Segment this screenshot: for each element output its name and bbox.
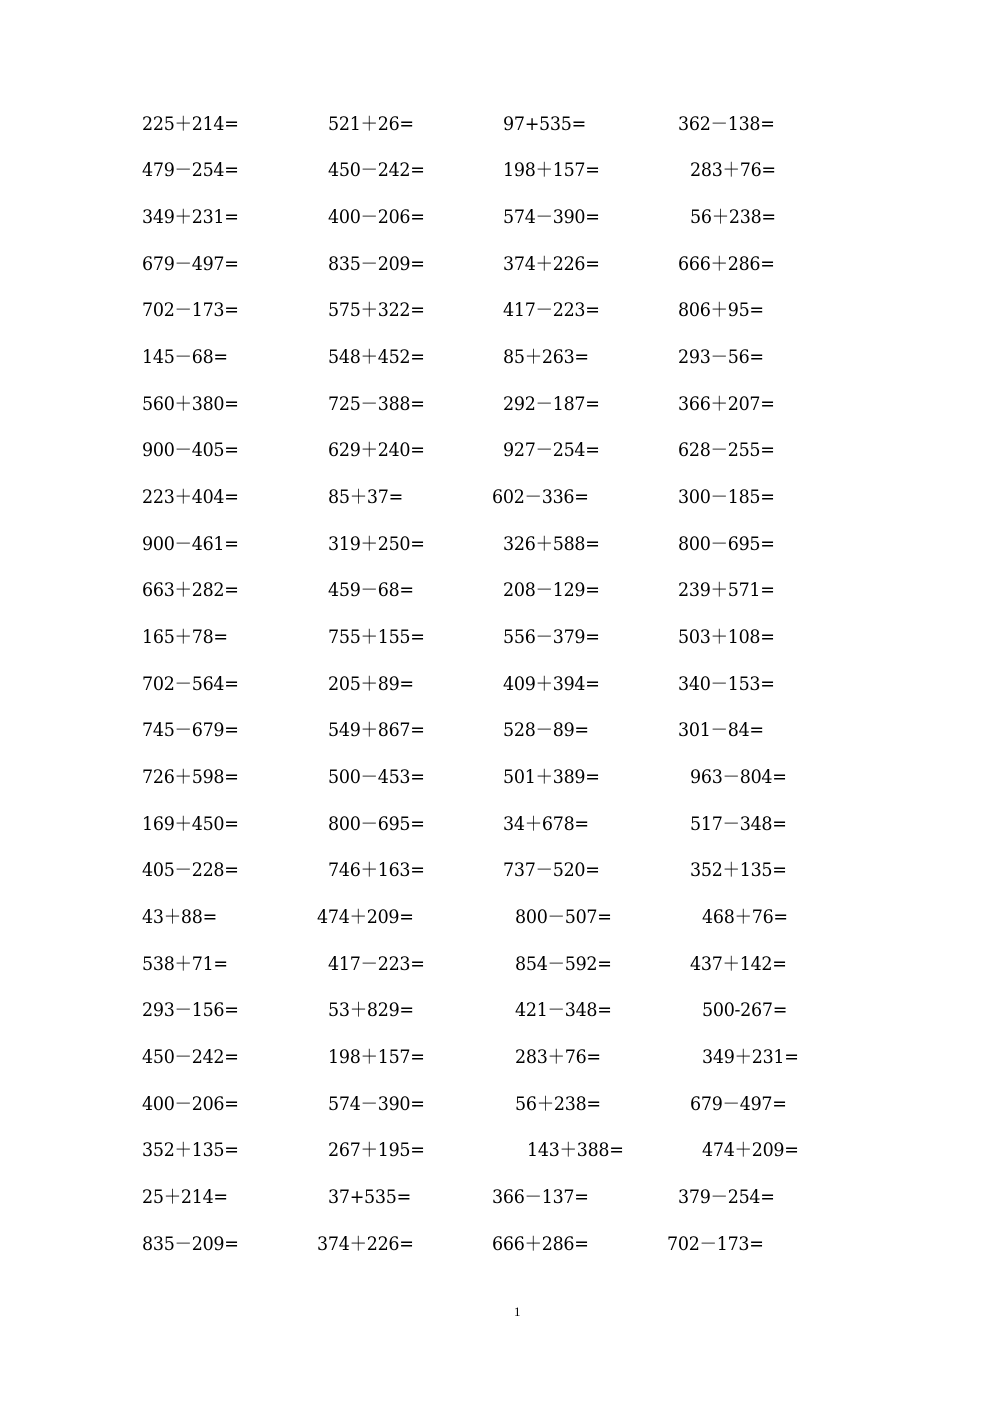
arithmetic-problem: 283＋76= xyxy=(515,1046,601,1068)
arithmetic-problem: 283＋76= xyxy=(690,159,776,181)
arithmetic-problem: 468＋76= xyxy=(702,906,788,928)
arithmetic-problem: 293－156= xyxy=(142,999,239,1021)
arithmetic-problem: 927－254= xyxy=(503,439,600,461)
arithmetic-problem: 417－223= xyxy=(503,299,600,321)
arithmetic-problem: 352＋135= xyxy=(690,859,787,881)
arithmetic-problem: 574－390= xyxy=(503,206,600,228)
arithmetic-problem: 400－206= xyxy=(328,206,425,228)
arithmetic-problem: 300－185= xyxy=(678,486,775,508)
arithmetic-problem: 854－592= xyxy=(515,953,612,975)
arithmetic-problem: 474＋209= xyxy=(317,906,414,928)
arithmetic-problem: 34＋678= xyxy=(503,813,589,835)
arithmetic-problem: 900－461= xyxy=(142,533,239,555)
arithmetic-problem: 326＋588= xyxy=(503,533,600,555)
arithmetic-problem: 575＋322= xyxy=(328,299,425,321)
arithmetic-problem: 165＋78= xyxy=(142,626,228,648)
arithmetic-problem: 53＋829= xyxy=(328,999,414,1021)
arithmetic-problem: 746＋163= xyxy=(328,859,425,881)
arithmetic-problem: 319＋250= xyxy=(328,533,425,555)
arithmetic-problem: 208－129= xyxy=(503,579,600,601)
arithmetic-problem: 666＋286= xyxy=(492,1233,589,1255)
arithmetic-problem: 745－679= xyxy=(142,719,239,741)
arithmetic-problem: 500-267= xyxy=(702,999,788,1021)
arithmetic-problem: 223＋404= xyxy=(142,486,239,508)
arithmetic-problem: 702－173= xyxy=(142,299,239,321)
arithmetic-problem: 450－242= xyxy=(328,159,425,181)
arithmetic-problem: 198＋157= xyxy=(328,1046,425,1068)
arithmetic-problem: 400－206= xyxy=(142,1093,239,1115)
arithmetic-problem: 663＋282= xyxy=(142,579,239,601)
arithmetic-problem: 560＋380= xyxy=(142,393,239,415)
arithmetic-problem: 267＋195= xyxy=(328,1139,425,1161)
arithmetic-problem: 800－507= xyxy=(515,906,612,928)
arithmetic-problem: 56＋238= xyxy=(515,1093,601,1115)
arithmetic-problem: 500－453= xyxy=(328,766,425,788)
arithmetic-problem: 349＋231= xyxy=(142,206,239,228)
arithmetic-problem: 835－209= xyxy=(142,1233,239,1255)
arithmetic-problem: 666＋286= xyxy=(678,253,775,275)
arithmetic-problem: 629＋240= xyxy=(328,439,425,461)
arithmetic-problem: 702－173= xyxy=(667,1233,764,1255)
arithmetic-problem: 501＋389= xyxy=(503,766,600,788)
arithmetic-problem: 292－187= xyxy=(503,393,600,415)
arithmetic-problem: 97+535= xyxy=(503,113,586,135)
arithmetic-problem: 379－254= xyxy=(678,1186,775,1208)
arithmetic-problem: 143＋388= xyxy=(527,1139,624,1161)
arithmetic-problem: 725－388= xyxy=(328,393,425,415)
arithmetic-problem: 198＋157= xyxy=(503,159,600,181)
arithmetic-problem: 205＋89= xyxy=(328,673,414,695)
arithmetic-problem: 521＋26= xyxy=(328,113,414,135)
arithmetic-problem: 56＋238= xyxy=(690,206,776,228)
arithmetic-problem: 25＋214= xyxy=(142,1186,228,1208)
arithmetic-problem: 800－695= xyxy=(328,813,425,835)
arithmetic-problem: 459－68= xyxy=(328,579,414,601)
arithmetic-problem: 602－336= xyxy=(492,486,589,508)
arithmetic-problem: 421－348= xyxy=(515,999,612,1021)
arithmetic-problem: 349＋231= xyxy=(702,1046,799,1068)
arithmetic-problem: 85＋263= xyxy=(503,346,589,368)
arithmetic-problem: 340－153= xyxy=(678,673,775,695)
arithmetic-problem: 474＋209= xyxy=(702,1139,799,1161)
arithmetic-problem: 755＋155= xyxy=(328,626,425,648)
arithmetic-problem: 737－520= xyxy=(503,859,600,881)
arithmetic-problem: 145－68= xyxy=(142,346,228,368)
page-number: 1 xyxy=(514,1304,521,1319)
arithmetic-problem: 479－254= xyxy=(142,159,239,181)
arithmetic-problem: 437＋142= xyxy=(690,953,787,975)
arithmetic-problem: 409＋394= xyxy=(503,673,600,695)
arithmetic-problem: 374＋226= xyxy=(317,1233,414,1255)
arithmetic-problem: 538＋71= xyxy=(142,953,228,975)
arithmetic-problem: 679－497= xyxy=(690,1093,787,1115)
arithmetic-problem: 169＋450= xyxy=(142,813,239,835)
arithmetic-problem: 366＋207= xyxy=(678,393,775,415)
arithmetic-problem: 549＋867= xyxy=(328,719,425,741)
arithmetic-problem: 450－242= xyxy=(142,1046,239,1068)
arithmetic-problem: 239＋571= xyxy=(678,579,775,601)
arithmetic-problem: 835－209= xyxy=(328,253,425,275)
arithmetic-problem: 963－804= xyxy=(690,766,787,788)
arithmetic-problem: 628－255= xyxy=(678,439,775,461)
arithmetic-problem: 417－223= xyxy=(328,953,425,975)
arithmetic-problem: 301－84= xyxy=(678,719,764,741)
arithmetic-problem: 352＋135= xyxy=(142,1139,239,1161)
arithmetic-problem: 517－348= xyxy=(690,813,787,835)
arithmetic-problem: 405－228= xyxy=(142,859,239,881)
arithmetic-problem: 548＋452= xyxy=(328,346,425,368)
arithmetic-problem: 366－137= xyxy=(492,1186,589,1208)
arithmetic-problem: 503＋108= xyxy=(678,626,775,648)
arithmetic-problem: 574－390= xyxy=(328,1093,425,1115)
arithmetic-problem: 800－695= xyxy=(678,533,775,555)
arithmetic-problem: 225＋214= xyxy=(142,113,239,135)
arithmetic-problem: 293－56= xyxy=(678,346,764,368)
arithmetic-problem: 806＋95= xyxy=(678,299,764,321)
arithmetic-problem: 528－89= xyxy=(503,719,589,741)
arithmetic-problem: 374＋226= xyxy=(503,253,600,275)
arithmetic-problem: 900－405= xyxy=(142,439,239,461)
arithmetic-problem: 702－564= xyxy=(142,673,239,695)
arithmetic-problem: 37+535= xyxy=(328,1186,411,1208)
arithmetic-problem: 43＋88= xyxy=(142,906,217,928)
arithmetic-problem: 556－379= xyxy=(503,626,600,648)
arithmetic-problem: 726＋598= xyxy=(142,766,239,788)
arithmetic-problem: 362－138= xyxy=(678,113,775,135)
arithmetic-problem: 85＋37= xyxy=(328,486,403,508)
arithmetic-problem: 679－497= xyxy=(142,253,239,275)
